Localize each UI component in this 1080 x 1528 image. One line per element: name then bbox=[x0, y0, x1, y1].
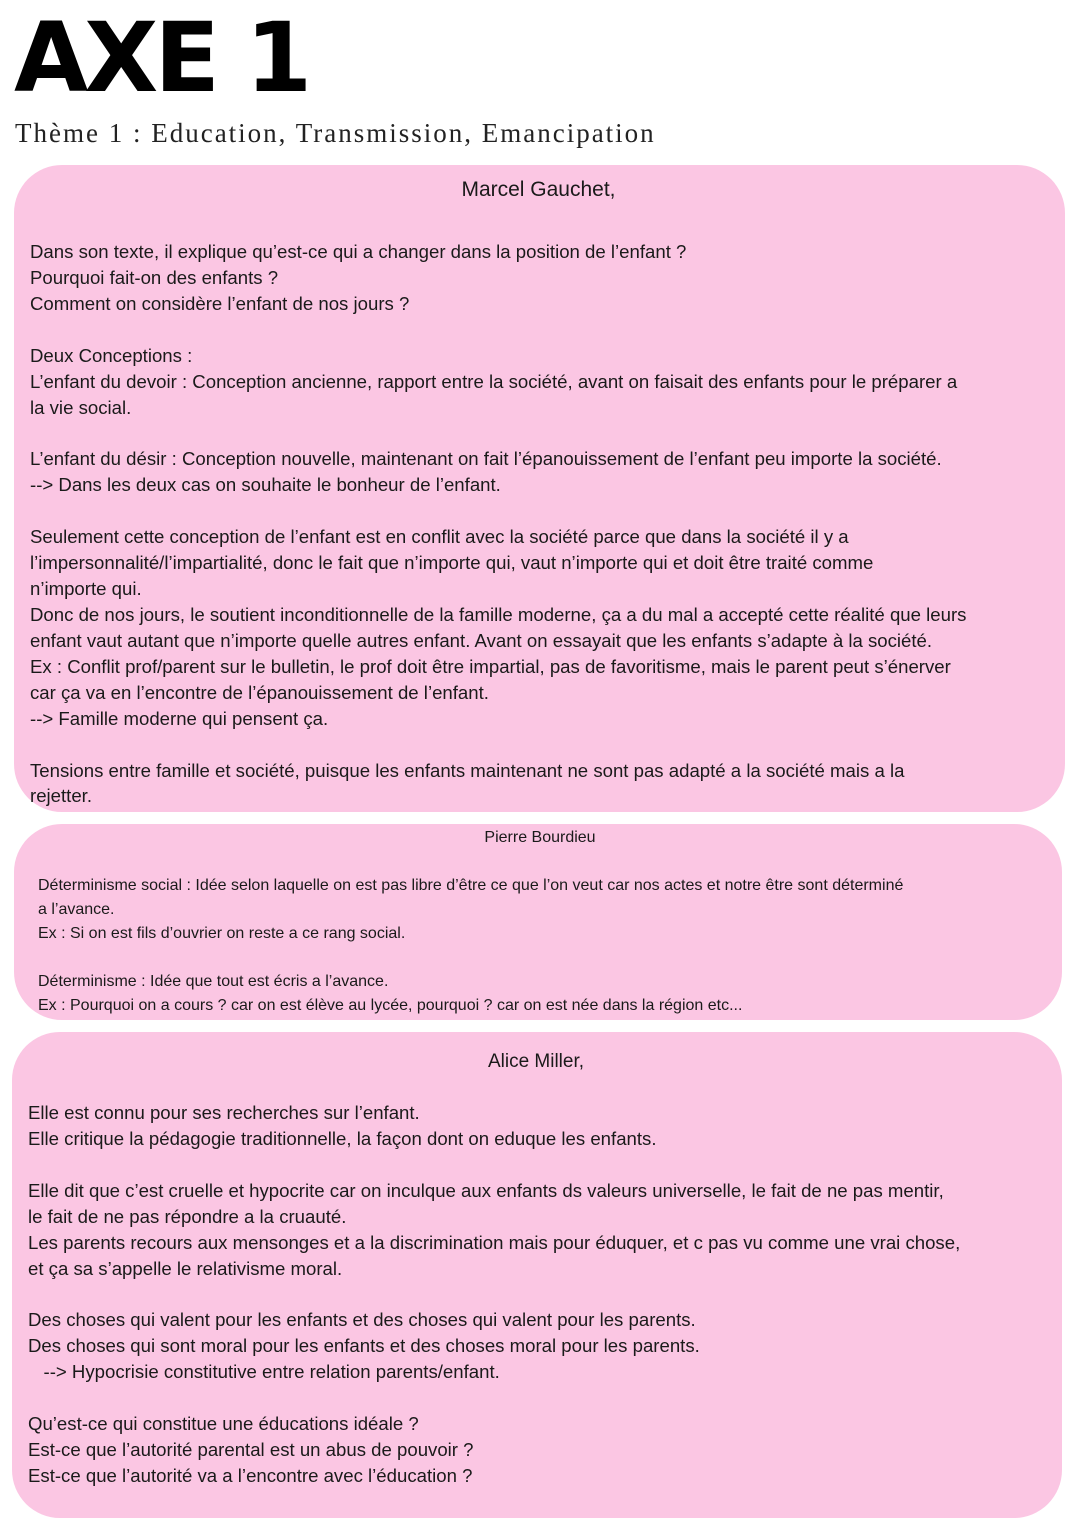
text-line: car ça va en l’encontre de l’épanouissement de l’enfant. bbox=[30, 681, 489, 703]
text-line: a l’avance. bbox=[38, 901, 115, 918]
text-line: Dans son texte, il explique qu’est-ce qui a changer dans la position de l’enfant ? bbox=[30, 241, 687, 262]
text-line: n’importe qui. bbox=[30, 578, 142, 600]
text-line: Déterminisme social : Idée selon laquelle on est pas libre d’être ce que l’on veut car nos actes et notre être sont déterminé bbox=[38, 877, 904, 894]
text-line: Elle dit que c’est cruelle et hypocrite car on inculque aux enfants ds valeurs universelle, le fait de ne pas mentir, bbox=[28, 1179, 944, 1201]
blank-line bbox=[28, 1281, 1044, 1307]
text-line: Déterminisme : Idée que tout est écris a l’avance. bbox=[38, 973, 389, 990]
text-line: Deux Conceptions : bbox=[30, 344, 193, 366]
section-alice-miller bbox=[12, 1032, 1062, 1518]
blank-line bbox=[30, 317, 1047, 343]
page-title: AXE 1 bbox=[14, 2, 309, 114]
text-line: Pourquoi fait-on des enfants ? bbox=[30, 266, 279, 288]
text-line: Ex : Conflit prof/parent sur le bulletin, le prof doit être impartial, pas de favoritisme, mais le parent peut s’énerver bbox=[30, 655, 951, 677]
text-line: Les parents recours aux mensonges et a la discrimination mais pour éduquer, et c pas vu comme une vrai chose, bbox=[28, 1231, 961, 1253]
text-line: Elle est connu pour ses recherches sur l’enfant. bbox=[28, 1102, 420, 1123]
section-body bbox=[30, 239, 1047, 809]
section-body bbox=[38, 874, 1042, 1018]
text-line: --> Dans les deux cas on souhaite le bonheur de l’enfant. bbox=[30, 474, 501, 496]
text-line: Est-ce que l’autorité parental est un abus de pouvoir ? bbox=[28, 1439, 474, 1461]
text-line: et ça sa s’appelle le relativisme moral. bbox=[28, 1257, 343, 1279]
text-line: enfant vaut autant que n’importe quelle autres enfant. Avant on essayait que les enfants s’adapte à la société. bbox=[30, 629, 933, 651]
text-line: rejetter. bbox=[30, 785, 93, 807]
text-line: --> Famille moderne qui pensent ça. bbox=[30, 707, 329, 729]
text-line: Comment on considère l’enfant de nos jours ? bbox=[30, 292, 410, 314]
section-heading: Pierre Bourdieu bbox=[484, 829, 596, 846]
text-line: la vie social. bbox=[30, 396, 132, 418]
text-line: Est-ce que l’autorité va a l’encontre avec l’éducation ? bbox=[28, 1464, 473, 1486]
text-line: L’enfant du désir : Conception nouvelle, maintenant on fait l’épanouissement de l’enfant peu importe la société. bbox=[30, 448, 942, 470]
text-line: Tensions entre famille et société, puisque les enfants maintenant ne sont pas adapté a la société mais a la bbox=[30, 759, 905, 781]
text-line: Seulement cette conception de l’enfant est en conflit avec la société parce que dans la société il y a bbox=[30, 526, 849, 548]
text-line: Ex : Si on est fils d’ouvrier on reste a ce rang social. bbox=[38, 925, 406, 942]
text-line: Elle critique la pédagogie traditionnelle, la façon dont on eduque les enfants. bbox=[28, 1127, 657, 1149]
section-marcel-gauchet bbox=[14, 165, 1065, 812]
text-line: Des choses qui valent pour les enfants et des choses qui valent pour les parents. bbox=[28, 1309, 696, 1331]
section-body bbox=[28, 1100, 1044, 1489]
text-line: Qu’est-ce qui constitue une éducations idéale ? bbox=[28, 1413, 419, 1435]
section-heading: Alice Miller, bbox=[487, 1051, 585, 1072]
theme-subtitle: Thème 1 : Education, Transmission, Emancipation bbox=[15, 118, 656, 148]
blank-line bbox=[30, 732, 1047, 758]
text-line: Donc de nos jours, le soutient inconditionnelle de la famille moderne, ça a du mal a accepté cette réalité que leurs bbox=[30, 603, 967, 625]
text-line: l’impersonnalité/l’impartialité, donc le fait que n’importe qui, vaut n’importe qui et doit être traité comme bbox=[30, 552, 874, 574]
section-heading: Marcel Gauchet, bbox=[461, 178, 616, 201]
text-line: --> Hypocrisie constitutive entre relation parents/enfant. bbox=[28, 1361, 500, 1383]
blank-line bbox=[30, 420, 1047, 446]
blank-line bbox=[28, 1385, 1044, 1411]
text-line: Des choses qui sont moral pour les enfants et des choses moral pour les parents. bbox=[28, 1335, 700, 1357]
blank-line bbox=[38, 946, 1042, 970]
text-line: le fait de ne pas répondre a la cruauté. bbox=[28, 1205, 347, 1227]
blank-line bbox=[30, 498, 1047, 524]
blank-line bbox=[28, 1152, 1044, 1178]
text-line: Ex : Pourquoi on a cours ? car on est élève au lycée, pourquoi ? car on est née dans la région etc... bbox=[38, 997, 743, 1014]
text-line: L’enfant du devoir : Conception ancienne, rapport entre la société, avant on faisait des enfants pour le préparer a bbox=[30, 370, 958, 392]
section-pierre-bourdieu bbox=[14, 824, 1062, 1020]
